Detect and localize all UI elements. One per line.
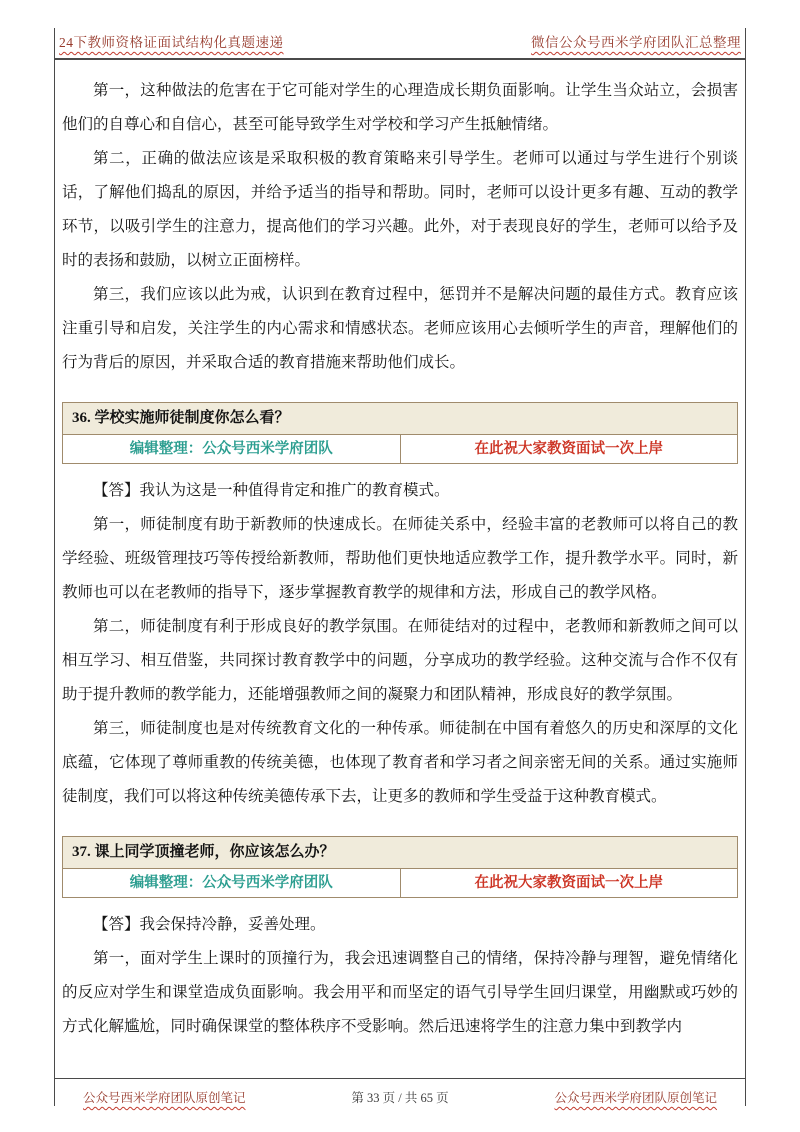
blessing-text: 在此祝大家教资面试一次上岸 xyxy=(474,875,663,891)
footer-left-text: 公众号西米学府团队原创笔记 xyxy=(83,1091,246,1105)
question-block-36 xyxy=(62,402,738,814)
header-right-text: 微信公众号西米学府团队汇总整理 xyxy=(531,35,741,50)
page-number: 第 33 页 / 共 65 页 xyxy=(351,1091,449,1105)
page-header xyxy=(55,28,745,60)
page-footer xyxy=(55,1078,745,1106)
editor-credit: 编辑整理：公众号西米学府团队 xyxy=(63,869,401,897)
paragraph: 第一，师徒制度有助于新教师的快速成长。在师徒关系中，经验丰富的老教师可以将自己的教学经验、班级管理技巧等传授给新教师，帮助他们更快地适应教学工作，提升教学水平。同时，新教师也可以在老教师的指导下，逐步掌握教育教学的规律和方法，形成自己的教学风格。 xyxy=(62,516,738,601)
paragraph: 第二，师徒制度有利于形成良好的教学氛围。在师徒结对的过程中，老教师和新教师之间可以相互学习、相互借鉴，共同探讨教育教学中的问题，分享成功的教学经验。这种交流与合作不仅有助于提升教师的教学能力，还能增强教师之间的凝聚力和团队精神，形成良好的教学氛围。 xyxy=(62,618,738,703)
question-meta-row xyxy=(63,869,737,897)
answer-lead: 【答】我会保持冷静，妥善处理。 xyxy=(93,916,326,933)
paragraph: 第一，面对学生上课时的顶撞行为，我会迅速调整自己的情绪，保持冷静与理智，避免情绪化的反应对学生和课堂造成负面影响。我会用平和而坚定的语气引导学生回归课堂，用幽默或巧妙的方式化解尴尬，同时确保课堂的整体秩序不受影响。然后迅速将学生的注意力集中到教学内 xyxy=(62,950,738,1035)
paragraph: 第三，我们应该以此为戒，认识到在教育过程中，惩罚并不是解决问题的最佳方式。教育应该注重引导和启发，关注学生的内心需求和情感状态。老师应该用心去倾听学生的声音，理解他们的行为背后的原因，并采取合适的教育措施来帮助他们成长。 xyxy=(62,286,738,371)
question-title: 37. 课上同学顶撞老师，你应该怎么办？ xyxy=(63,837,737,869)
question-37-box xyxy=(62,836,738,898)
page-content xyxy=(55,60,745,1078)
question-36-box xyxy=(62,402,738,464)
answer-lead: 【答】我认为这是一种值得肯定和推广的教育模式。 xyxy=(93,482,450,499)
blessing-text: 在此祝大家教资面试一次上岸 xyxy=(474,441,663,457)
header-left-text: 24下教师资格证面试结构化真题速递 xyxy=(59,35,284,50)
page-border-frame xyxy=(54,28,746,1106)
paragraph: 第二，正确的做法应该是采取积极的教育策略来引导学生。老师可以通过与学生进行个别谈话，了解他们捣乱的原因，并给予适当的指导和帮助。同时，老师可以设计更多有趣、互动的教学环节，以吸引学生的注意力，提高他们的学习兴趣。此外，对于表现良好的学生，老师可以给予及时的表扬和鼓励，以树立正面榜样。 xyxy=(62,150,738,269)
editor-credit: 编辑整理：公众号西米学府团队 xyxy=(63,435,401,463)
footer-right-text: 公众号西米学府团队原创笔记 xyxy=(554,1091,717,1105)
question-meta-row xyxy=(63,435,737,463)
paragraph: 第三，师徒制度也是对传统教育文化的一种传承。师徒制在中国有着悠久的历史和深厚的文化底蕴，它体现了尊师重教的传统美德，也体现了教育者和学习者之间亲密无间的关系。通过实施师徒制度，我们可以将这种传统美德传承下去，让更多的教师和学生受益于这种教育模式。 xyxy=(62,720,738,805)
question-title: 36. 学校实施师徒制度你怎么看？ xyxy=(63,403,737,435)
paragraph: 第一，这种做法的危害在于它可能对学生的心理造成长期负面影响。让学生当众站立，会损害他们的自尊心和自信心，甚至可能导致学生对学校和学习产生抵触情绪。 xyxy=(62,82,738,133)
question-block-37 xyxy=(62,836,738,1044)
